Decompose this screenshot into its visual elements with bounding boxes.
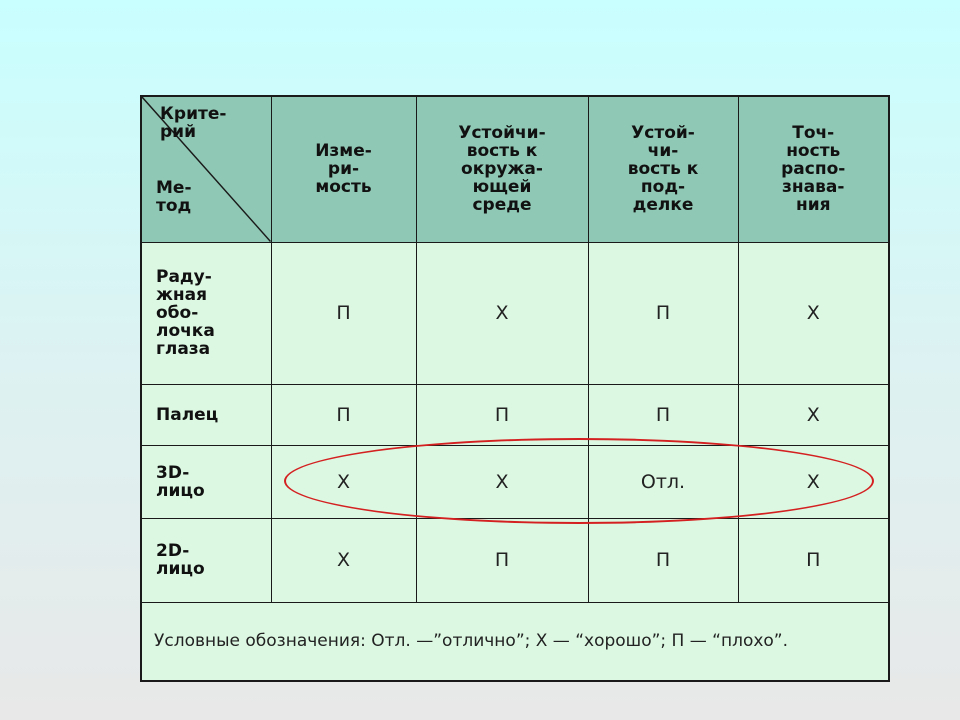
table-cell: П: [588, 384, 738, 445]
legend-note: Условные обозначения: Отл. —”отлично”; Х — “хорошо”; П — “плохо”.: [141, 602, 889, 681]
table-cell: П: [416, 518, 588, 602]
table-cell: Отл.: [588, 445, 738, 518]
table-cell: П: [588, 518, 738, 602]
corner-header: [141, 96, 271, 242]
row-header-iris: Раду- жная обо- лочка глаза: [141, 242, 271, 384]
table-cell: Х: [738, 242, 889, 384]
table-cell: Х: [271, 445, 416, 518]
table-cell: П: [588, 242, 738, 384]
table-row: [141, 384, 889, 445]
column-header-measurability: Изме- ри- мость: [271, 96, 416, 242]
table-cell: П: [271, 242, 416, 384]
table-cell: Х: [738, 384, 889, 445]
column-header-spoofing-robustness: Устой- чи- вость к под- делке: [588, 96, 738, 242]
column-header-environment-robustness: Устойчи- вость к окружа- ющей среде: [416, 96, 588, 242]
row-header-3d-face: 3D- лицо: [141, 445, 271, 518]
column-header-recognition-accuracy: Точ- ность распо- знава- ния: [738, 96, 889, 242]
method-label: Ме- тод: [156, 178, 192, 216]
row-header-2d-face: 2D- лицо: [141, 518, 271, 602]
row-header-finger: Палец: [141, 384, 271, 445]
comparison-table: [140, 95, 890, 682]
table-cell: Х: [416, 242, 588, 384]
table-row: [141, 242, 889, 384]
table-cell: П: [416, 384, 588, 445]
table-cell: Х: [416, 445, 588, 518]
table-cell: Х: [738, 445, 889, 518]
table-row: [141, 445, 889, 518]
criterion-label: Крите- рий: [160, 104, 227, 142]
table-cell: П: [271, 384, 416, 445]
table-row: [141, 518, 889, 602]
table-cell: Х: [271, 518, 416, 602]
table-cell: П: [738, 518, 889, 602]
